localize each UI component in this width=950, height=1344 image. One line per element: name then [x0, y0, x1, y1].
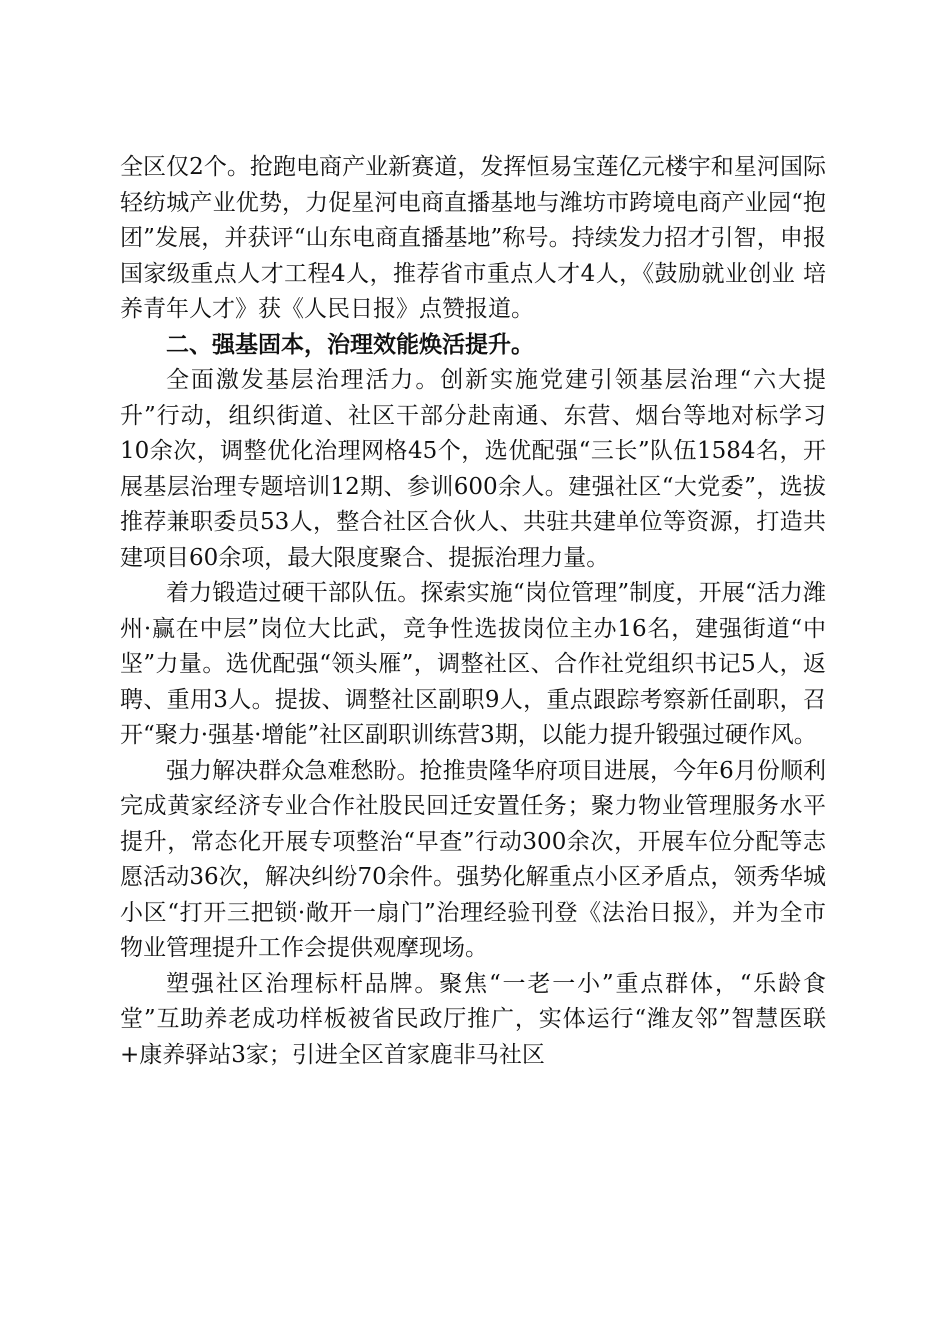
- paragraph-grassroots-governance: 全面激发基层治理活力。创新实施党建引领基层治理“六大提升”行动，组织街道、社区干部分赴南通、东营、烟台等地对标学习10余次，调整优化治理网格45个，选优配强“三长”队伍1584名，开展基层治理专题培训12期、参训600余人。建强社区“大党委”，选拔推荐兼职委员53人，整合社区合伙人、共驻共建单位等资源，打造共建项目60余项，最大限度聚合、提振治理力量。: [120, 367, 826, 571]
- section-heading-2: 二、强基固本，治理效能焕活提升。: [166, 331, 534, 358]
- paragraph-community-brand: 塑强社区治理标杆品牌。聚焦“一老一小”重点群体，“乐龄食堂”互助养老成功样板被省民政厅推广，实体运行“潍友邻”智慧医联+康养驿站3家；引进全区首家鹿非马社区: [120, 970, 826, 1068]
- paragraph-ecommerce-talent: 全区仅2个。抢跑电商产业新赛道，发挥恒易宝莲亿元楼宇和星河国际轻纺城产业优势，力促星河电商直播基地与潍坊市跨境电商产业园“抱团”发展，并获评“山东电商直播基地”称号。持续发力招才引智，申报国家级重点人才工程4人，推荐省市重点人才4人，《鼓励就业创业 培养青年人才》获《人民日报》点赞报道。: [120, 154, 826, 322]
- paragraph-cadre-team: 着力锻造过硬干部队伍。探索实施“岗位管理”制度，开展“活力潍州·赢在中层”岗位大比武，竞争性选拔岗位主办16名，建强街道“中坚”力量。选优配强“领头雁”，调整社区、合作社党组织书记5人，返聘、重用3人。提拔、调整社区副职9人，重点跟踪考察新任副职，召开“聚力·强基·增能”社区副职训练营3期，以能力提升锻强过硬作风。: [120, 580, 826, 748]
- document-body: [120, 150, 826, 1073]
- paragraph-public-concerns: 强力解决群众急难愁盼。抢推贵隆华府项目进展，今年6月份顺利完成黄家经济专业合作社股民回迁安置任务；聚力物业管理服务水平提升，常态化开展专项整治“早查”行动300余次，开展车位分配等志愿活动36次，解决纠纷70余件。强势化解重点小区矛盾点，领秀华城小区“打开三把锁·敞开一扇门”治理经验刊登《法治日报》，并为全市物业管理提升工作会提供观摩现场。: [120, 757, 826, 961]
